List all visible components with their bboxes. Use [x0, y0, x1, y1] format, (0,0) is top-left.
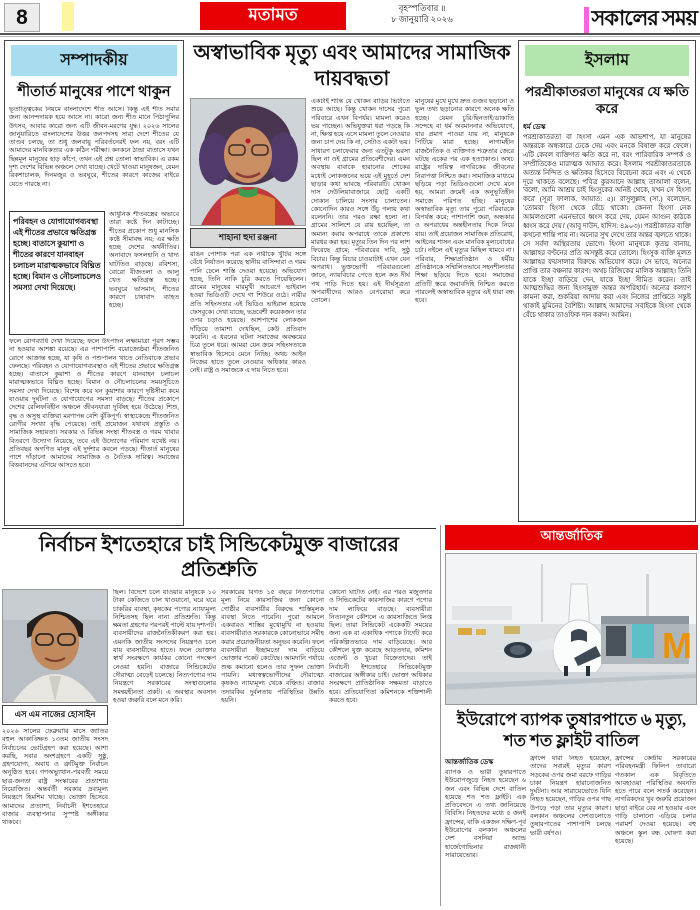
election-author-namebar: এস এম নাজের হোসাইন: [2, 705, 108, 725]
islam-byline: ধর্ম ডেস্ক: [523, 123, 546, 131]
main-headline: অস্বাভাবিক মৃত্যু এবং আমাদের সামাজিক দায়বদ্ধতা: [193, 42, 511, 90]
main-column-2: একটাই শান্তি যে খোকন বাড়ির ভিটাতে শুয়ে আছে। কিন্তু খোকন দাসের পুরো পরিবারে এখন বিপর্যয়। মামলা করেও ভয় পাচ্ছেন। অভিযুক্তরা ধরা পড়ছে কি না, ক্ষিপ্ত হয়ে এসে মামলা তুলে নেওয়ার জন্য চাপ দেয় কি না, সেটাও একটা ভয়। সাধারণ চলাফেরার জন্য এতটুকু ভরসা ছিল না ওই গ্রামের প্রতিবেশীদের। এমন অবস্থায় বাবাকে হারানোর শোকের মধ্যেই লোকজনের ভয়ে এই মুহূর্তে দেশ ছাড়ার কথা ভাবছে পরিবারটি। খোকন দাস দেউলিয়াবাজারে ছোট্ট একটি দোকান চালিয়ে সংসার চালাতেন। কোনোদিন কারও সঙ্গে উঁচু গলায় কথা বলেননি। তার পরও রক্ষা হলো না। গ্রামের সালিশে যে রায় হয়েছিল, তা অমান্য করার অপরাধে তাকে প্রকাশ্যে মারধর করা হয়। মৃত্যুর তিন দিন পর লাশ ফিরেছে গ্রামে; পরিবারের দাবি, সুষ্ঠু বিচার। কিন্তু বিচার চাওয়াটাই এখন যেন অপরাধ। ভুক্তভোগী পরিবারগুলো জানে, ন্যায়বিচার পেতে হলে কত দীর্ঘ পথ পাড়ি দিতে হয়। এই দীর্ঘসূত্রতা অপরাধীদের আরও বেপরোয়া করে তোলে।: [311, 98, 410, 305]
date-line2: ৮ জানুয়ারি ২০২৬: [391, 14, 453, 24]
international-columns: [445, 755, 698, 877]
international-byline: আন্তর্জাতিক ডেস্ক: [445, 758, 494, 766]
intl-column-2: ফ্রান্সে যারা নিহত হয়েছেন, তাদের সবারই মৃত্যুর কারণ সড়কের ওপর জমা বরফে গাড়ির চাকা নিয়ন্ত্রণ হারানোজনিত দুর্ঘটনা। আর সারায়েভোতে যিনি নিহত হয়েছেন, গাড়ির ওপর গাছ উপড়ে পড়া তার মৃত্যুর কারণ। বলকান অঞ্চলের দেশগুলোতে তুষারপাতের পাশাপাশি চলছে ভারী বর্ষণও।: [530, 755, 611, 837]
main-column-1: [190, 98, 306, 550]
masthead-rule-2: [0, 36, 700, 37]
election-article: [2, 528, 436, 906]
islam-section: [518, 40, 696, 522]
main-article: [190, 38, 514, 528]
editorial-quote-row: [9, 211, 179, 335]
main-col1-text: রঙিন পোশাক পরা এক নারীকে খুঁটির সঙ্গে বেঁধে নির্যাতন করেছে স্থানীয় বাসিন্দারা ও গরম পানি ঢেলে শাস্তি দেওয়া হয়েছে। অভিযোগ হচ্ছে, তিনি নাকি চুরি করতে গিয়েছিলেন। গ্রামের মানুষের মারমুখী আচরণে ভাইরাল হওয়া ভিডিওটি দেখে গা শিউরে ওঠে। নারীর প্রতি সহিংসতার এই ভিডিও ভাইরাল হয়েছে ফেসবুকে। দেখা যাচ্ছে, ভদ্রবেশী কয়েকজন তার ওপর চড়াও হয়েছে। আশপাশের লোকজন দাঁড়িয়ে তামাশা দেখছিল, কেউ প্রতিবাদ করেনি। এ ধরনের ঘটনা সমাজের অবক্ষয়ের চিত্র তুলে ধরে। আমরা যেন ক্রমে সহিংসতাকে স্বাভাবিক হিসেবে মেনে নিচ্ছি। অথচ আইন নিজের হাতে তুলে নেওয়ার অধিকার কারও নেই। রাষ্ট্র ও সমাজকে এ দায় নিতে হবে।: [190, 251, 306, 375]
intl-col1-text: ব্যাপক ও ভারী তুষারপাতে ইউরোপজুড়ে নিহত হয়েছেন ৬ জন এবং বিভিন্ন দেশে বাতিল হয়েছে শত শত ফ্লাইট। এক প্রতিবেদনে এ তথ্য জানিয়েছে বিবিসি। নিহতদের মধ্যে ৫ জনই ফ্রান্সের, বাকি একজন দক্ষিণ-পূর্ব ইউরোপের বলকান অঞ্চলের দেশ বসনিয়া অ্যান্ড হার্জেগোভিনার রাজধানী সারায়েভোর।: [445, 769, 526, 859]
islam-header: ইসলাম: [525, 45, 689, 76]
section-banner-motamot: মতামত: [200, 2, 346, 30]
author-photo-nazer: [2, 589, 108, 703]
editorial-header: সম্পাদকীয়: [11, 45, 177, 76]
logo-text: সকালের সময়: [591, 6, 697, 30]
islam-body: পরশ্রীকাতরতা বা হিংসা এমন এক অভিশাপ, যা মানুষের অন্তরকে অন্ধকারে ঢেকে দেয় এবং মনকে বিষাক্ত করে ফেলে। এটি কেবল ব্যক্তিগত ক্ষতি করে না, বরং পারিবারিক সম্পর্ক ও সম্প্রীতিকেও মারাত্মক আঘাত করে। ইসলাম পরশ্রীকাতরতাকে অত্যন্ত নিন্দিত ও ক্ষতিকর হিসেবে বিবেচনা করে এবং এ থেকে দূরে থাকতে বলেছে। পবিত্র কুরআনে আল্লাহ তাআলা বলেন, 'বলো, আমি আশ্রয় চাই হিংসুকের অনিষ্ট থেকে, যখন সে হিংসা করে' (সূরা ফালাক, আয়াত: ৫)। রাসুলুল্লাহ (সা.) বলেছেন, 'তোমরা হিংসা থেকে বেঁচে থাকো। কেননা হিংসা নেক আমলগুলো এমনভাবে ধ্বংস করে দেয়, যেমন আগুন কাঠকে ধ্বংস করে দেয়।' (আবু দাউদ, হাদিস: ৪৯০৩)। পরশ্রীকাতর ব্যক্তি কখনো শান্তি পায় না। অন্যের সুখ দেখে তার অন্তর জ্বলতে থাকে। সে সর্বদা অস্থিরতায় ভোগে। হিংসা মানুষকে কৃতঘ্ন বানায়, আল্লাহর বণ্টনের প্রতি অসন্তুষ্ট করে তোলে। হিংসুক ব্যক্তি মূলত আল্লাহর ফয়সালার বিরুদ্ধে অভিযোগ করে। সে ভাবে, অন্যের প্রাপ্তি তার বঞ্চনার কারণ। অথচ রিজিকের মালিক আল্লাহ। তিনি যাকে ইচ্ছা বাড়িয়ে দেন, যাকে ইচ্ছা সীমিত করেন। তাই আত্মশুদ্ধির জন্য হিংসামুক্ত অন্তর অপরিহার্য। অন্যের কল্যাণ কামনা করা, শুকরিয়া আদায় করা এবং নিজের প্রাপ্তিতে সন্তুষ্ট থাকাই মুমিনের বৈশিষ্ট্য। আল্লাহ আমাদের সবাইকে হিংসা থেকে বেঁচে থাকার তাওফিক দান করুন। আমিন।: [523, 134, 691, 320]
election-col1-text: ২০২৬ সালের ফেব্রুয়ারি মাসে জাতির বহুল আকাঙ্ক্ষিত ১৩তম জাতীয় সংসদ নির্বাচনের ভোটগ্রহণ করা হয়েছে। আশা করছি, সবার অংশগ্রহণে একটি সুষ্ঠু, গ্রহণযোগ্য, অবাধ ও ত্রুটিমুক্ত নির্বাচন অনুষ্ঠিত হবে। গণঅভ্যুত্থান-পরবর্তী সময়ে ছাত্র-জনতা রাষ্ট্র সংস্কারের প্রত্যাশায় নিয়োজিত। অন্তর্বর্তী সরকার দ্রব্যমূল্য নিয়ন্ত্রণে হিমশিম খাচ্ছে। ভোক্তা হিসেবে আমাদের প্রত্যাশা, নির্বাচনী ইশতেহারে বাজার ব্যবস্থাপনার সুস্পষ্ট অঙ্গীকার থাকবে।: [2, 728, 108, 827]
editorial-pull-quote: পরিবহন ও যোগাযোগব্যবস্থা এই শীতের প্রভাবে ক্ষতিগ্রস্ত হচ্ছে। বাতাসে কুয়াশা ও শীতের কারণে যানবাহন চলাচল মারাত্মকভাবে বিঘ্নিত হচ্ছে। বিমান ও নৌচলাচলেও সমস্যা দেখা দিয়েছে।: [9, 211, 105, 335]
svg-text:M: M: [662, 625, 692, 666]
editorial-side-text: আধুনিক শীতবস্ত্রের অভাবে তারা কষ্টে দিন কাটাচ্ছে। শীতের প্রকোপ শুধু মানসিক কষ্টে সীমাবদ্ধ নয়; এর ক্ষতি হচ্ছে দেশের অর্থনীতির। অনাবাদে ফসলহানি ও খাদ্য ঘাটতিও বাড়ছে। রবিশস্য, বোরো বীজতলা ও আলু খেত ক্ষতিগ্রস্ত হচ্ছে। ভবঘুরে ভাসমান, শীতের কারণে চাষাবাদ ব্যাহত হচ্ছে।: [109, 211, 179, 310]
islam-headline: পরশ্রীকাতরতা মানুষের যে ক্ষতি করে: [525, 84, 689, 116]
author-photo-shahana: [190, 98, 306, 226]
election-headline: নির্বাচন ইশতেহারে চাই সিন্ডিকেটমুক্ত বাজারের প্রতিশ্রুতি: [39, 534, 399, 581]
date-line1: বৃহস্পতিবার ॥: [398, 3, 446, 13]
main-columns: [190, 98, 514, 550]
masthead-rule: [0, 33, 700, 35]
international-banner: আন্তর্জাতিক: [445, 525, 698, 550]
main-author-namebar: শাহানা হুদা রঞ্জনা: [190, 228, 306, 248]
editorial-body-2: ফলে রোগব্যাধি দেখা দিয়েছে; ফলে উৎপাদন লক্ষ্যমাত্রা পূরণ সম্ভব না হওয়ার আশঙ্কা রয়েছে। এর পাশাপাশি বয়োজ্যেষ্ঠরা শীতজনিত রোগে আক্রান্ত হচ্ছে, যা কৃষি ও পশুপালন খাতে নেতিবাচক প্রভাব ফেলছে। পরিবহন ও যোগাযোগব্যবস্থাও এই শীতের প্রভাবে ক্ষতিগ্রস্ত হচ্ছে। বাতাসে কুয়াশা ও শীতের কারণে যানবাহন চলাচল মারাত্মকভাবে বিঘ্নিত হচ্ছে। বিমান ও নৌচলাচলের সময়সূচিতে সমস্যা দেখা দিয়েছে। বিশেষ করে ঘন কুয়াশার কারণে দৃষ্টিসীমা কমে যাওয়ায় দুর্ঘটনা ও যোগাযোগের সমস্যা বাড়ছে। শীতের প্রকোপে দেশের রেলিফবিহীন অঞ্চলে জীবনযাত্রা দুর্বিষহ হয়ে উঠেছে। শিশু, বৃদ্ধ ও অসুস্থ ব্যক্তিরা মরণাপন্ন বেশি ঝুঁকিপূর্ণ। স্বাস্থ্যকেন্দ্রে শীতজনিত রোগীর সংখ্যা বৃদ্ধি পেয়েছে। তাই প্রয়োজন যথাযথ প্রস্তুতি ও সামাজিক সহায়তা। সরকার ও বিভিন্ন সংস্থা শীতবস্ত্র ও গরম খাবার বিতরণে উদ্যোগ নিয়েছে, তবে এই উদ্যোগের পরিমাণ যথেষ্ট নয়। প্রতিবছর অগণিত মানুষ এই দুর্দশার কবলে পড়ছে। শীতার্ত মানুষের পাশে দাঁড়ানো আমাদের সামাজিক ও নৈতিক দায়িত্ব। সমাজের বিত্তবানদের এগিয়ে আসতে হবে।: [9, 338, 179, 470]
election-columns: [2, 589, 436, 910]
page-number: 8: [4, 3, 40, 32]
date-block: [352, 3, 492, 25]
election-column-2: ছিল। বিদেশে চলে যাওয়ার মানুষকে ১০ টাকা কেজিতে চাল খাওয়ানো, ঘরে ঘরে চাকরির ব্যবস্থা, কৃষকের পণ্যের ন্যায্যমূল্য নিশ্চিতসহ ছিল নানা প্রতিশ্রুতি। কিন্তু ক্ষমতা গ্রহণের পরপরই পাল্টে যায় দৃশ্যপট। ব্যবসায়ীদের রাজনৈতিকীকরণ করা হয়। এমনকি জাতীয় সংসদের নিয়ন্ত্রণও চলে যায় ব্যবসায়ীদের হাতে। ফলে ভোক্তার স্বার্থ সংরক্ষণে কার্যকর কোনো পদক্ষেপ নেওয়া হয়নি। বাজারে সিন্ডিকেটের দৌরাত্ম্য বেড়েই চলেছে। নিত্যপণ্যের দাম নিয়ন্ত্রণে সরকারের সংস্থাগুলোর সমন্বয়হীনতা প্রকট। এ অবস্থার অবসান হওয়া জরুরি বলে মনে করি।: [113, 589, 216, 704]
election-column-1: [2, 589, 108, 910]
intl-column-3: ফ্রান্সের কেন্দ্রীয় সরকারের পরিবহনমন্ত্রী ফিলিপ তাবারো গতকাল এক বিবৃতিতে আবহাওয়া পরিস্থিতির অবনতি হতে পারে বলে সতর্ক করেছেন। নাগরিকদের খুব জরুরি প্রয়োজন ছাড়া বাইরে বের না হওয়ার এবং গাড়ি চালানো এড়িয়ে চলার পরামর্শ দেওয়া হয়েছে। বহু অঞ্চলে স্কুল বন্ধ ঘোষণা করা হয়েছে।: [615, 755, 696, 845]
editorial-body-1: ভূতাত্ত্বিকের নিয়মে বাংলাদেশে শীত আসে। কিন্তু এই শীত সবার জন্য আনন্দদায়ক হয়ে আসে না। কারো জন্য শীত মানে পিঠাপুলির উৎসব, আবার কারো জন্য এটি জীবন-মরণের যুদ্ধ। ২০২৬ সালের জানুয়ারিতে বাংলাদেশের উত্তর জনপদসহ সারা দেশে শীতের যে তাণ্ডব চলছে, তা শুধু জলবায়ু পরিবর্তনেরই ফল নয়, বরং এটি আমাদের মানবিকতার এক কঠিন পরীক্ষা। কনকনে ঠান্ডা বাতাসে যখন ছিন্নমূল মানুষের হাড় কাঁপে, তখন এই প্রশ্ন তোলা স্বাভাবিক। এ রকম দৃশ্য দেশের বিভিন্ন অঞ্চলে দেখা যাচ্ছে। খেটে খাওয়া মানুষজন, যেমন রিকশাচালক, দিনমজুর ও ভবঘুরে, শীতের কারণে কাজের বাইরে যেতে পারছে না।: [9, 106, 179, 188]
intl-column-1: [445, 755, 526, 877]
airport-snow-photo: [445, 553, 697, 705]
election-column-4: কোনো ঘাটতি নেই। এর পরও মজুতদার ও সিন্ডিকেটের কারসাজির কারণে পণ্যের দাম লাফিয়ে বাড়ছে। ব্যবসায়ীরা নিত্যনতুন কৌশলে এ কারসাজিতে লিপ্ত ছিল। তারা সিন্ডিকেট একেকটি সময়ের জন্য এক বা একাধিক পণ্যকে টার্গেট করে পরিকল্পিতভাবে দাম বাড়িয়েছে। আর কৌশলে যুক্ত করেছে আড়তদার, কমিশন এজেন্ট ও খুচরা বিক্রেতাদের। তাই নির্বাচনী ইশতেহারে সিন্ডিকেটমুক্ত বাজারের অঙ্গীকার চাই। ভোক্তা অধিকার সংরক্ষণে প্রাতিষ্ঠানিক সক্ষমতা বাড়াতে হবে। প্রতিযোগিতা কমিশনকে শক্তিশালী করতে হবে।: [329, 589, 432, 704]
international-section: [440, 525, 698, 906]
international-headline: ইউরোপে ব্যাপক তুষারপাতে ৬ মৃত্যু, শত শত ফ্লাইট বাতিল: [456, 710, 687, 750]
editorial-headline: শীতার্ত মানুষের পাশে থাকুন: [17, 84, 171, 100]
yellow-strip: [62, 2, 74, 31]
election-column-3: সরকারের বিগত ১৫ বছরে নিত্যপণ্যের মূল্য নিয়ে কারসাজির জন্য কোনো গোষ্ঠীর ব্যবসায়ীর বিরুদ্ধে শাস্তিমূলক ব্যবস্থা নিতে পারেনি। পুরো আমলে একবারও শাস্তির মুখোমুখি না হওয়ায় ব্যবসায়ীরাও সরকারকে কোনোভাবে সমীহ করার প্রয়োজনীয়তা অনুভব করেনি। ফলে ব্যবসায়ীরা ইচ্ছামতো দাম বাড়িয়ে ভোক্তার পকেট কেটেছে। আমদানি পর্যায়ে শুল্ক কমানো হলেও তার সুফল ভোক্তা পায়নি। মধ্যস্বত্বভোগীদের দৌরাত্ম্যে কৃষকও ন্যায্যমূল্য থেকে বঞ্চিত। বাজার তদারকির দুর্বলতায় পরিস্থিতির উন্নতি হয়নি।: [221, 589, 324, 704]
logo-pink-bar: [584, 7, 589, 33]
editorial-section: [4, 40, 184, 526]
newspaper-logo: [584, 2, 697, 37]
main-column-3: মানুষের মুখে মুখে দ্রুত গুজব ছড়ানো ও ভুল তথ্য ছড়ানোর কারণে অনেক ক্ষতি হচ্ছে। যেমন চুরি/ছিনতাই/ডাকাতি সন্দেহে বা ধর্ম অবমাননার অভিযোগে, যার প্রমাণ পাওয়া যায় না, মানুষকে পিটিয়ে মারা হচ্ছে। লাগামহীন রাজনৈতিক ও ব্যক্তিগত শত্রুতার জেরে ঘটছে একের পর এক হত্যাকাণ্ড। অথচ রাষ্ট্রের দায়িত্ব নাগরিকের জীবনের নিরাপত্তা নিশ্চিত করা। সামাজিক মাধ্যমে ছড়িয়ে পড়া ভিডিওগুলো দেখে মনে হয়, আমরা ক্রমেই এক অনুভূতিহীন সমাজে পরিণত হচ্ছি। মানুষের অস্বাভাবিক মৃত্যু তার পুরো পরিবারকে বিপর্যস্ত করে; পাশাপাশি জরা, অন্ধকার ও অপরাধের অন্তহীনতার দিকে নিয়ে যায়। তাই প্রয়োজন সামাজিক প্রতিরোধ, আইনের শাসন এবং মানবিক মূল্যবোধের চর্চা। নইলে এই মৃত্যুর মিছিল থামবে না। পরিবার, শিক্ষাপ্রতিষ্ঠান ও ধর্মীয় প্রতিষ্ঠানকে সম্মিলিতভাবে সহনশীলতার শিক্ষা ছড়িয়ে দিতে হবে। সমাজের প্রতিটি স্তরে জবাবদিহি নিশ্চিত করতে পারলেই অস্বাভাবিক মৃত্যুর এই ধারা বন্ধ হবে।: [415, 98, 514, 305]
